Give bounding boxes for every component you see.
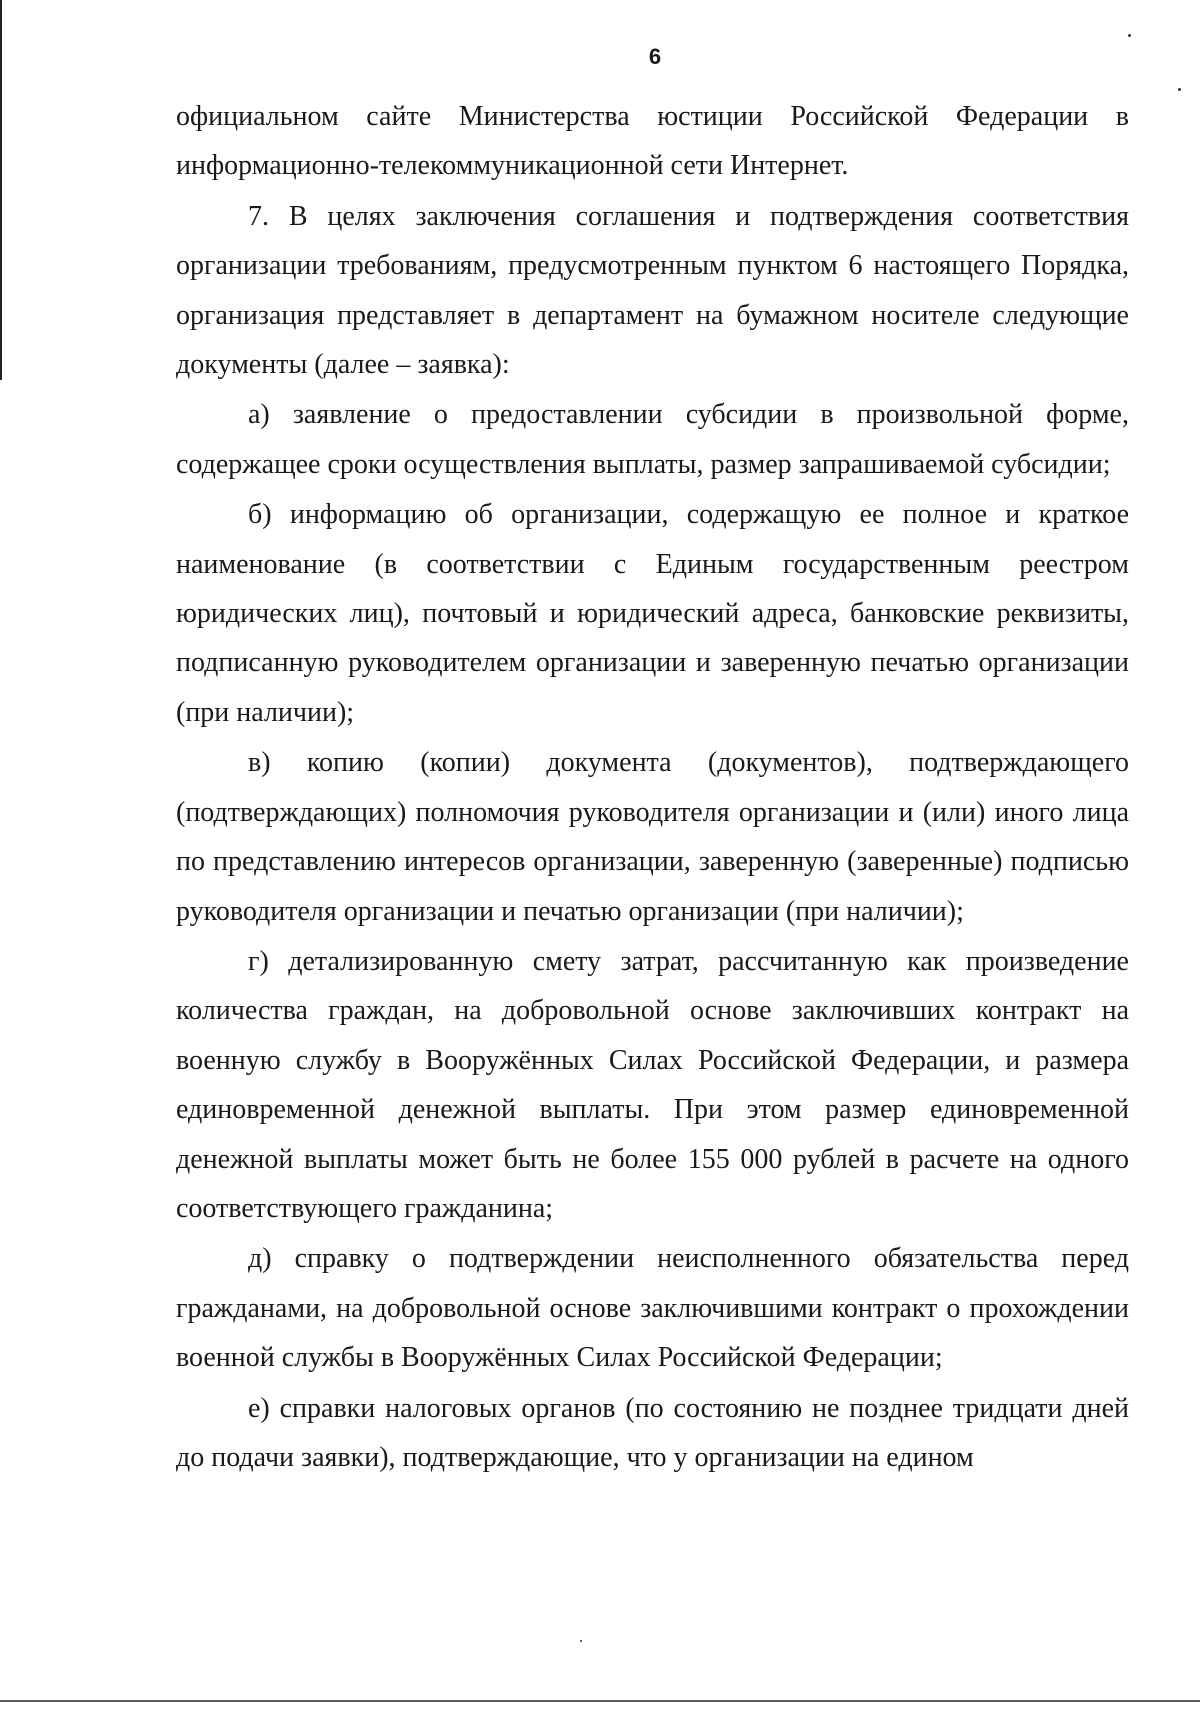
page-number: 6 [648,44,662,69]
paragraph-continuation: официальном сайте Министерства юстиции Российской Федерации в информационно-телекоммуникационной сети Интернет. [176,101,1129,182]
paragraph-subitem-a: а) заявление о предоставлении субсидии в произвольной форме, содержащее сроки осуществления выплаты, размер запрашиваемой субсидии; [176,399,1129,480]
paragraph-subitem-e: е) справки налоговых органов (по состоянию не позднее тридцати дней до подачи заявки), подтверждающие, что у организации на едином [176,1392,1129,1473]
scan-speck [580,1640,582,1642]
paragraph-subitem-g: г) детализированную смету затрат, рассчитанную как произведение количества граждан, на добровольной основе заключивших контракт на военную службу в Вооружённых Силах Российской Федерации, и размера единовременной денежной выплаты. При этом размер единовременной денежной выплаты может быть не более 155 000 рублей в расчете на одного соответствующего гражданина; [176,945,1129,1224]
paragraph-subitem-d: д) справку о подтверждении неисполненного обязательства перед гражданами, на добровольной основе заключившими контракт о прохождении военной службы в Вооружённых Силах Российской Федерации; [176,1243,1129,1374]
paragraph-item-7: 7. В целях заключения соглашения и подтверждения соответствия организации требованиям, предусмотренным пунктом 6 настоящего Порядка, организация представляет в департамент на бумажном носителе следующие документы (далее – заявка): [176,200,1129,381]
document-body [176,92,1129,1482]
scan-speck [1178,88,1181,91]
paragraph-subitem-b: б) информацию об организации, содержащую ее полное и краткое наименование (в соответствии с Единым государственным реестром юридических лиц), почтовый и юридический адреса, банковские реквизиты, подписанную руководителем организации и заверенную печатью организации (при наличии); [176,499,1129,728]
paragraph-subitem-v: в) копию (копии) документа (документов), подтверждающего (подтверждающих) полномочия руководителя организации и (или) иного лица по представлению интересов организации, заверенную (заверенные) подписью руководителя организации и печатью организации (при наличии); [176,747,1129,927]
scan-speck [1128,34,1131,37]
scan-edge-bottom [0,1700,1200,1702]
